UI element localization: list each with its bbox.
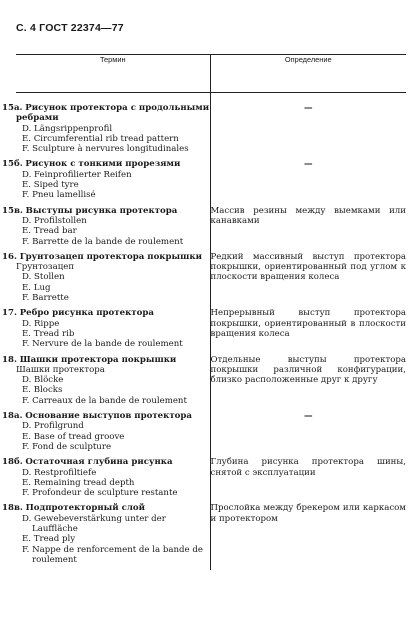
term-cell — [2, 159, 210, 205]
term-entry — [16, 206, 406, 252]
term-column-header: Термин — [16, 55, 210, 93]
terms-table — [2, 54, 406, 570]
term-cell — [2, 354, 210, 411]
term-cell — [2, 205, 210, 252]
foreign-equivalents — [16, 375, 210, 406]
foreign-equivalents — [16, 272, 210, 303]
definition-cell: Редкий массивный выступ протектора покрышки, ориентированный под углом к плоскости вращения колеса — [210, 252, 406, 308]
foreign-term: F. Barrette de la bande de roulement — [22, 236, 184, 247]
foreign-equivalents — [16, 514, 210, 565]
foreign-term: D. Profilgrund — [22, 421, 84, 432]
term-cell — [2, 457, 210, 503]
term-entry — [16, 457, 406, 503]
term-title-line — [2, 205, 210, 216]
definition-cell: — — [210, 159, 406, 205]
term-number: 18. — [2, 354, 17, 365]
term-cell — [2, 411, 210, 457]
term-number: 18а. — [2, 411, 23, 422]
definition-cell: — — [210, 93, 406, 160]
foreign-term: E. Remaining tread depth — [22, 477, 135, 488]
foreign-term: D. Rippe — [22, 318, 60, 329]
foreign-equivalents — [16, 468, 210, 499]
term-title: Подпротекторный слой — [25, 503, 146, 514]
term-number: 15в. — [2, 205, 23, 216]
foreign-term: F. Pneu lamellisé — [22, 190, 96, 201]
term-entry — [16, 411, 406, 457]
term-number: 15а. — [2, 103, 23, 113]
term-title-line — [2, 103, 210, 124]
foreign-equivalents — [16, 170, 210, 201]
term-number: 18б. — [2, 457, 23, 468]
term-cell — [2, 503, 210, 570]
foreign-term: E. Circumferential rib tread pattern — [22, 133, 179, 144]
term-title: Остаточная глубина рисунка — [25, 457, 173, 468]
foreign-term: D. Restprofiltiefe — [22, 467, 97, 478]
term-title-line — [2, 457, 210, 468]
term-title-line — [2, 308, 210, 319]
term-title-line — [2, 251, 210, 262]
foreign-term: E. Siped tyre — [22, 180, 79, 191]
foreign-equivalents — [16, 421, 210, 452]
foreign-term: E. Tread rib — [22, 328, 75, 339]
foreign-term: F. Carreaux de la bande de roulement — [22, 395, 187, 406]
foreign-equivalents — [16, 124, 210, 155]
term-synonym: Шашки протектора — [16, 364, 105, 375]
definition-cell: Прослойка между брекером или каркасом и протектором — [210, 503, 406, 570]
foreign-term: D. Feinprofilierter Reifen — [22, 169, 132, 180]
foreign-term: D. Stollen — [22, 272, 65, 283]
foreign-term: E. Tread ply — [22, 534, 76, 545]
foreign-term: E. Tread bar — [22, 226, 77, 237]
term-entry — [16, 503, 406, 570]
foreign-term: F. Nervure de la bande de roulement — [22, 339, 183, 350]
term-title-line — [2, 411, 210, 422]
page-header: С. 4 ГОСТ 22374—77 — [16, 22, 124, 34]
foreign-term: F. Profondeur de sculpture restante — [22, 488, 178, 499]
term-title-line — [2, 159, 210, 170]
term-cell — [2, 93, 210, 160]
definition-column-header: Определение — [210, 55, 406, 93]
foreign-term: F. Sculpture à nervures longitudinales — [22, 144, 189, 155]
term-cell — [2, 251, 210, 308]
definition-cell: — — [210, 411, 406, 457]
term-title-line — [2, 503, 210, 514]
term-synonym: Грунтозацеп — [16, 262, 75, 273]
definition-cell: Глубина рисунка протектора шины, снятой с эксплуатации — [210, 457, 406, 503]
foreign-equivalents — [16, 216, 210, 247]
definition-cell: Массив резины между выемками или канавками — [210, 206, 406, 252]
foreign-term: E. Base of tread groove — [22, 431, 125, 442]
term-cell — [2, 308, 210, 354]
foreign-term: E. Lug — [22, 282, 51, 293]
term-entry — [16, 308, 406, 354]
term-entry — [16, 159, 406, 205]
term-number: 18в. — [2, 503, 23, 514]
foreign-term: E. Blocks — [22, 385, 63, 396]
term-title: Ребро рисунка протектора — [19, 308, 154, 319]
term-title: Шашки протектора покрышки — [19, 354, 177, 365]
foreign-term: D. Profilstollen — [22, 215, 87, 226]
term-title: Основание выступов протектора — [25, 411, 192, 422]
definition-cell: Непрерывный выступ протектора покрышки, ориентированный в плоскости вращения колеса — [210, 308, 406, 354]
term-entry — [16, 355, 406, 411]
term-title: Рисунок протектора с продольными ребрами — [16, 103, 210, 124]
term-number: 17. — [2, 308, 17, 319]
term-entry — [16, 252, 406, 308]
term-title: Рисунок с тонкими прорезями — [25, 159, 181, 170]
definition-cell: Отдельные выступы протектора покрышки различной конфигурации, близко расположенные друг к другу — [210, 355, 406, 411]
foreign-term: F. Barrette — [22, 293, 69, 304]
table-body — [2, 93, 406, 571]
term-number: 15б. — [2, 159, 23, 170]
foreign-term: F. Nappe de renforcement de la bande de roulement — [22, 544, 203, 565]
term-title-line — [2, 354, 210, 365]
term-number: 16. — [2, 251, 17, 262]
foreign-term: F. Fond de sculpture — [22, 441, 112, 452]
term-title: Выступы рисунка протектора — [25, 205, 178, 216]
foreign-term: D. Längsrippenprofil — [22, 123, 113, 134]
term-entry — [16, 93, 406, 160]
foreign-term: D. Gewebeverstärkung unter der Lauffläche — [22, 513, 166, 534]
term-title: Грунтозацеп протектора покрышки — [19, 251, 202, 262]
foreign-equivalents — [16, 319, 210, 350]
foreign-term: D. Blöcke — [22, 375, 64, 386]
